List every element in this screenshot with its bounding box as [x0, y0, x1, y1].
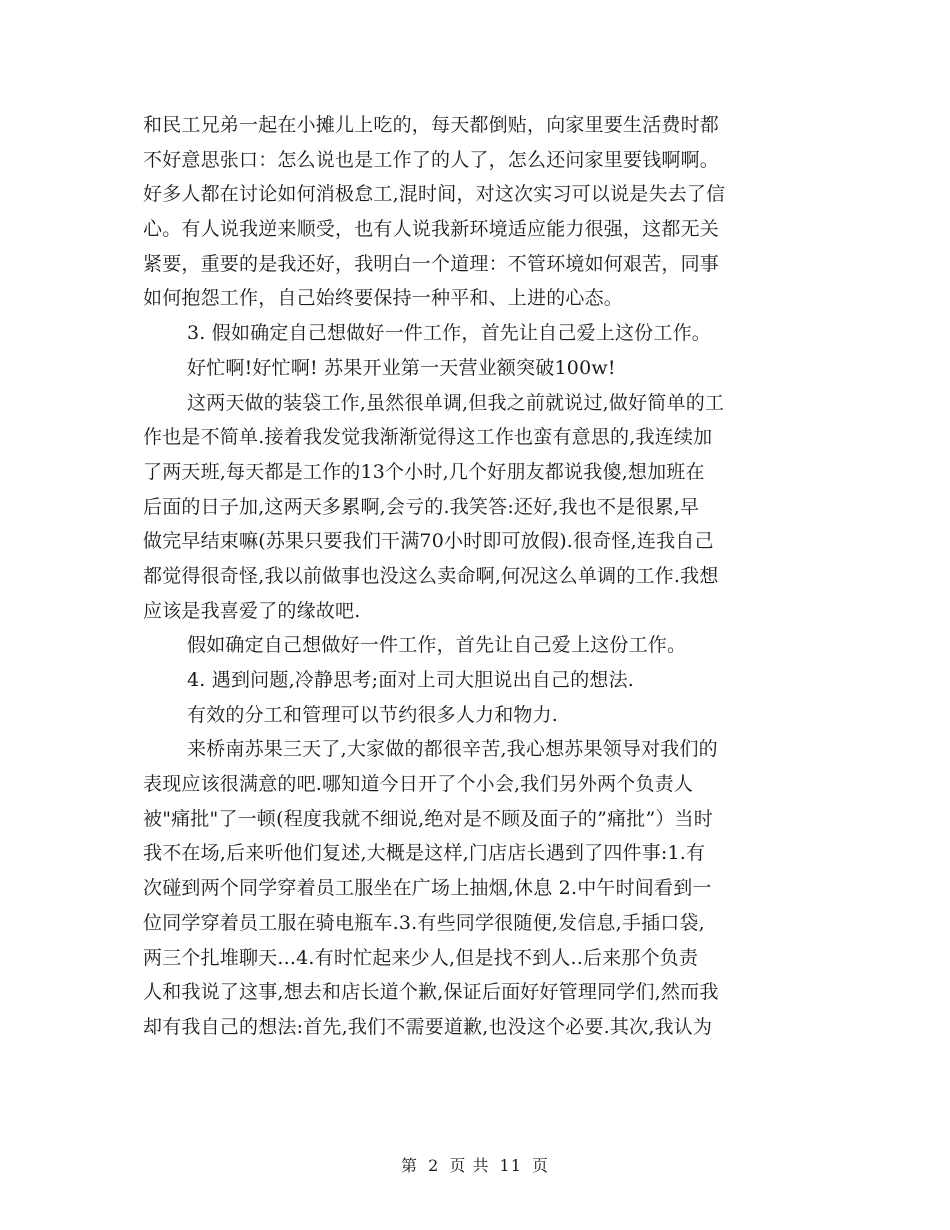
text-line: 次碰到两个同学穿着员工服坐在广场上抽烟,休息 2.中午时间看到一	[143, 877, 712, 900]
text-line: 被"痛批"了一顿(程度我就不细说,绝对是不顾及面子的”痛批”）当时	[143, 807, 713, 830]
text-line: 这两天做的装袋工作,虽然很单调,但我之前就说过,做好简单的工	[187, 391, 725, 414]
text-line: 不好意思张口：怎么说也是工作了的人了，怎么还问家里要钱啊啊。	[143, 148, 720, 171]
text-line: 假如确定自己想做好一件工作，首先让自己爱上这份工作。	[187, 634, 687, 657]
text-line: 心。有人说我逆来顺受，也有人说我新环境适应能力很强，这都无关	[143, 218, 720, 241]
text-line: 如何抱怨工作，自己始终要保持一种平和、上进的心态。	[143, 287, 624, 310]
text-line: 紧要，重要的是我还好，我明白一个道理：不管环境如何艰苦，同事	[143, 252, 720, 275]
text-line: 作也是不简单.接着我发觉我渐渐觉得这工作也蛮有意思的,我连续加	[143, 426, 713, 449]
text-line: 两三个扎堆聊天...4.有时忙起来少人,但是找不到人..后来那个负责	[143, 946, 699, 969]
text-line: 好多人都在讨论如何消极怠工,混时间，对这次实习可以说是失去了信	[143, 183, 726, 206]
text-line: 4. 遇到问题,冷静思考;面对上司大胆说出自己的想法.	[187, 669, 635, 691]
footer-prefix: 第	[400, 1156, 418, 1175]
footer-middle: 页 共	[449, 1156, 490, 1175]
text-line: 位同学穿着员工服在骑电瓶车.3.有些同学很随便,发信息,手插口袋,	[143, 911, 705, 934]
text-line: 人和我说了这事,想去和店长道个歉,保证后面好好管理同学们,然而我	[143, 981, 719, 1004]
footer-total-pages: 11	[499, 1156, 522, 1175]
page-footer	[0, 1153, 950, 1176]
text-line: 应该是我喜爱了的缘故吧.	[143, 599, 361, 622]
text-line: 好忙啊!好忙啊! 苏果开业第一天营业额突破100w!	[187, 356, 616, 379]
text-line: 3. 假如确定自己想做好一件工作，首先让自己爱上这份工作。	[187, 322, 711, 345]
body-text	[143, 108, 823, 1045]
text-line: 却有我自己的想法:首先,我们不需要道歉,也没这个必要.其次,我认为	[143, 1015, 713, 1038]
text-line: 了两天班,每天都是工作的13个小时,几个好朋友都说我傻,想加班在	[143, 460, 705, 483]
text-line: 我不在场,后来听他们复述,大概是这样,门店店长遇到了四件事:1.有	[143, 842, 706, 865]
text-line: 都觉得很奇怪,我以前做事也没这么卖命啊,何况这么单调的工作.我想	[143, 564, 719, 587]
text-line: 表现应该很满意的吧.哪知道今日开了个小会,我们另外两个负责人	[143, 773, 694, 796]
text-line: 后面的日子加,这两天多累啊,会亏的.我笑答:还好,我也不是很累,早	[143, 495, 700, 518]
text-line: 做完早结束嘛(苏果只要我们干满70小时即可放假).很奇怪,连我自己	[143, 530, 714, 553]
footer-suffix: 页	[532, 1156, 550, 1175]
text-line: 来桥南苏果三天了,大家做的都很辛苦,我心想苏果领导对我们的	[187, 738, 718, 761]
text-line: 有效的分工和管理可以节约很多人力和物力.	[187, 703, 559, 726]
text-line: 和民工兄弟一起在小摊儿上吃的，每天都倒贴，向家里要生活费时都	[143, 114, 720, 136]
footer-current-page: 2	[428, 1156, 440, 1175]
